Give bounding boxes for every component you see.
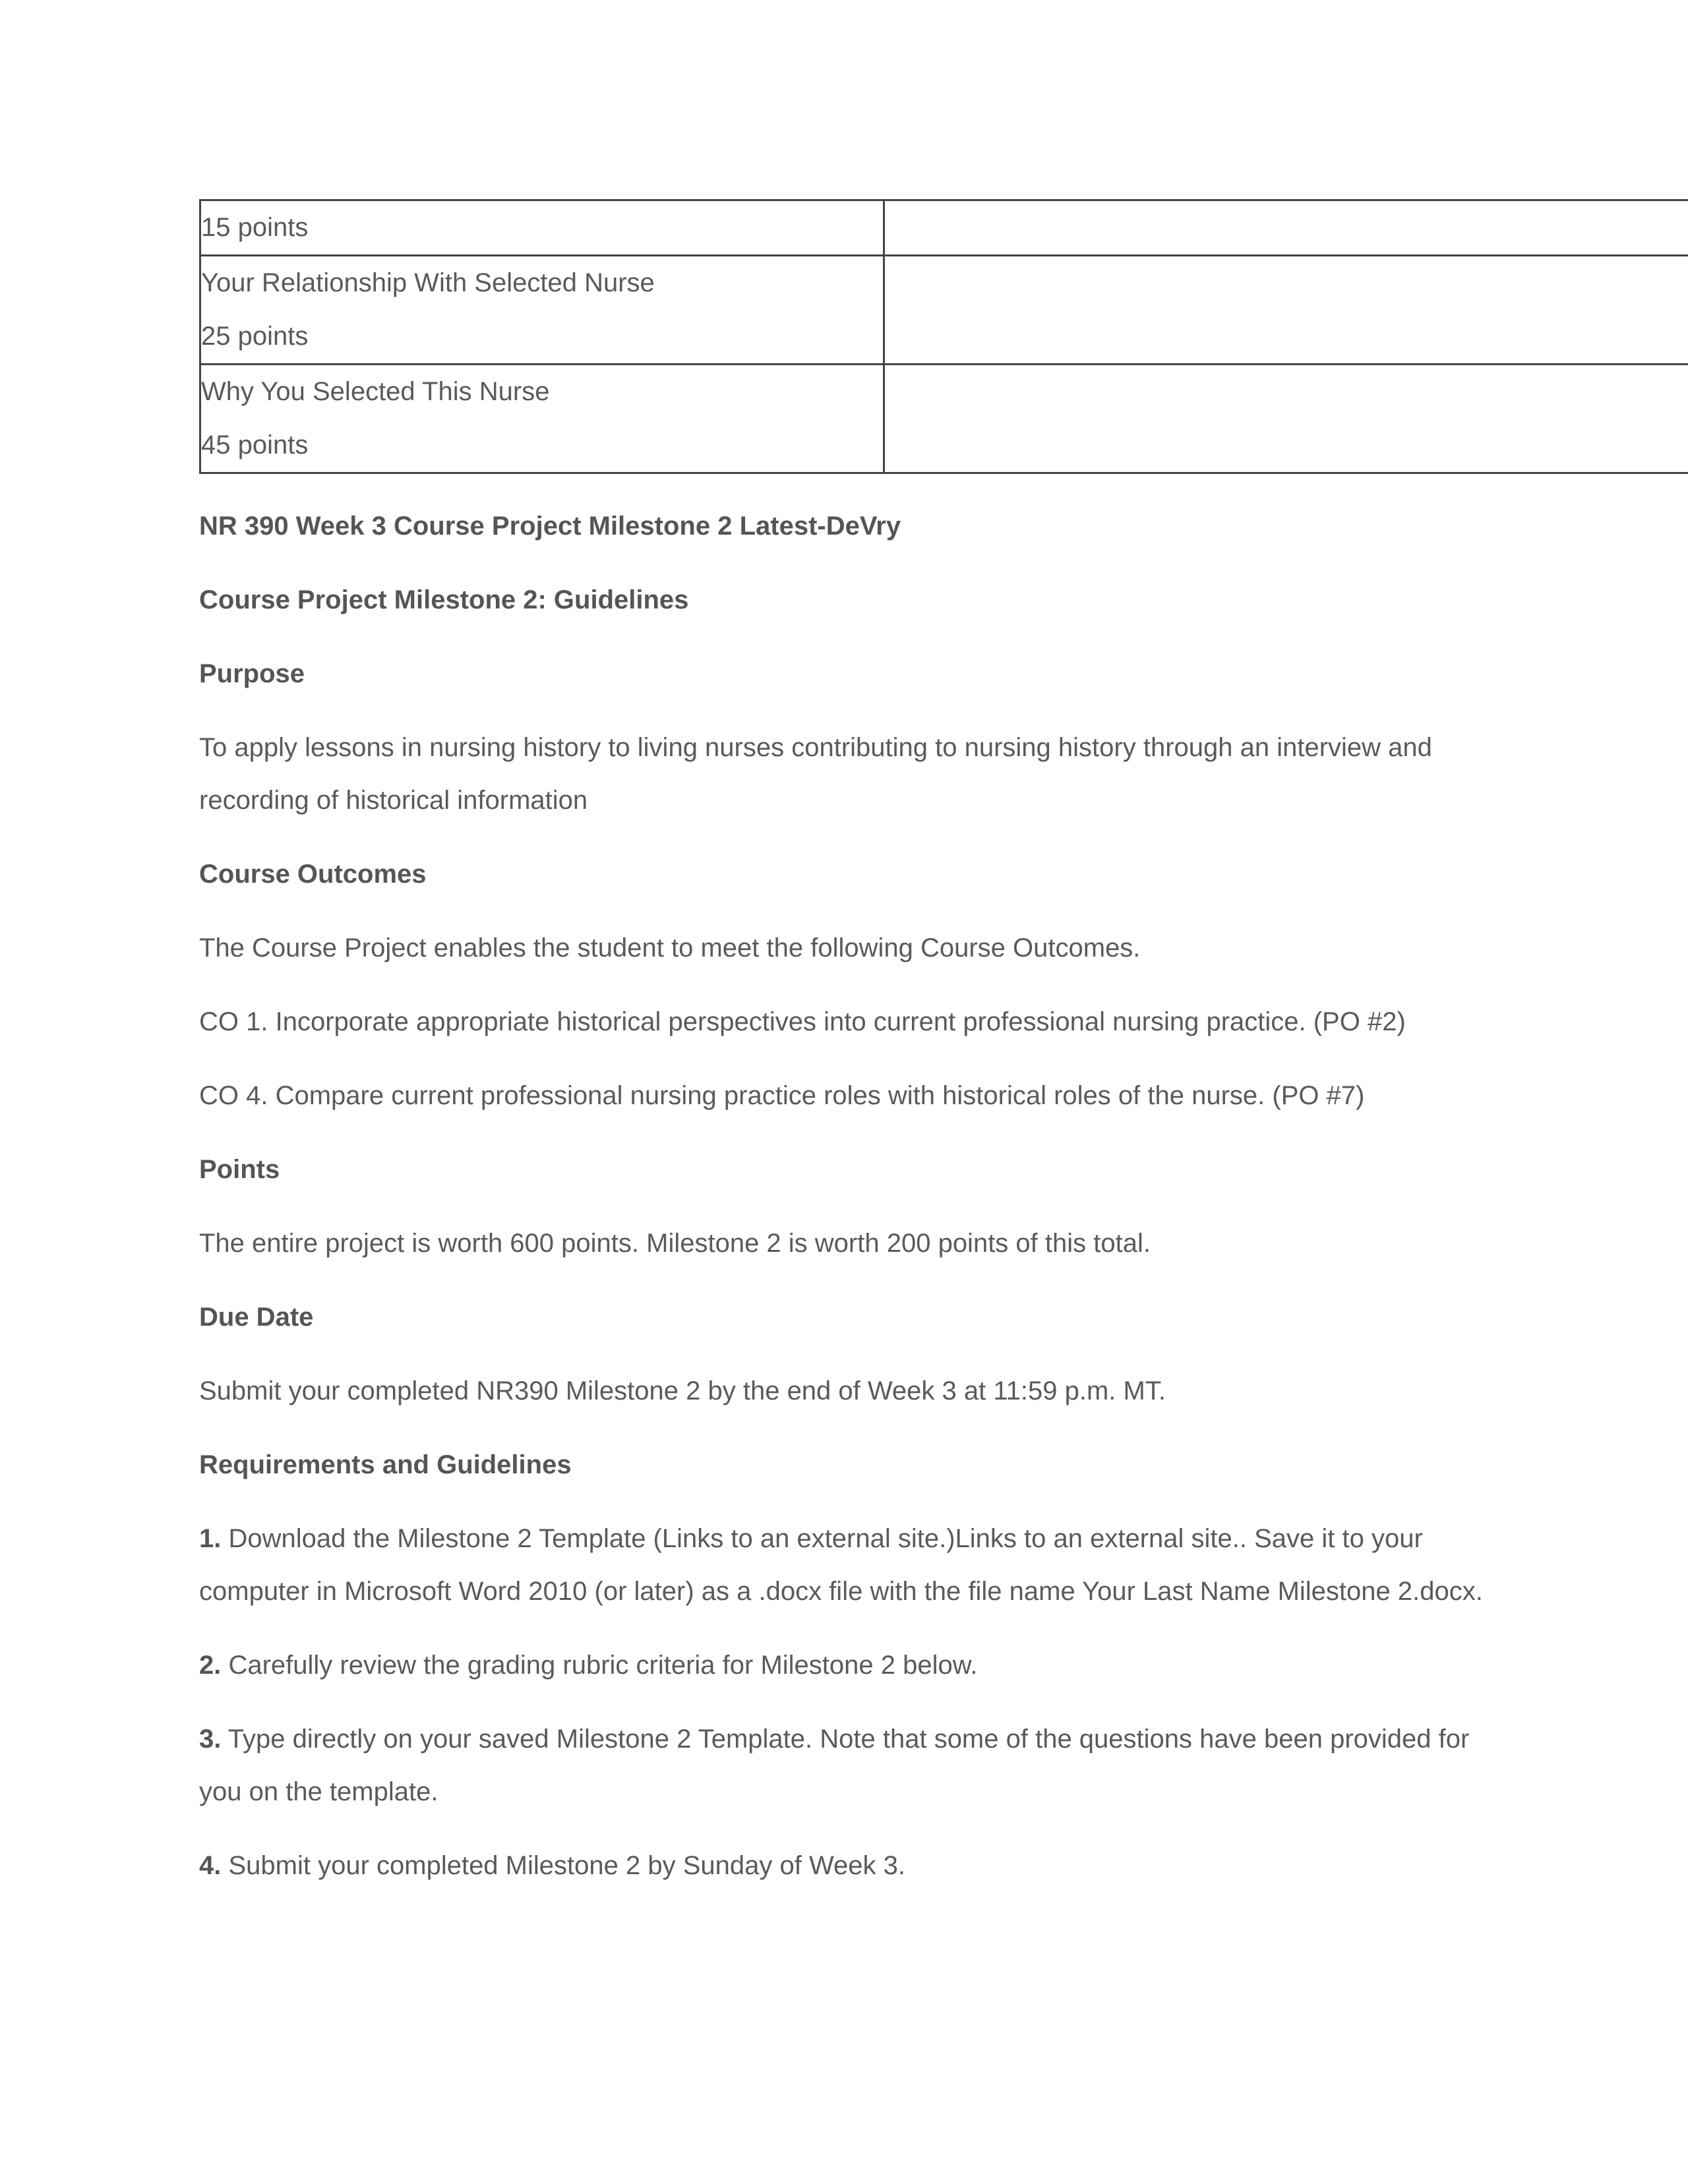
table-row xyxy=(200,365,1688,473)
rubric-criterion-cell xyxy=(200,200,884,256)
step-item xyxy=(199,1512,1492,1618)
outcomes-heading: Course Outcomes xyxy=(199,860,427,889)
step-number: 3. xyxy=(199,1725,222,1754)
rubric-points: 45 points xyxy=(201,430,309,459)
table-row xyxy=(200,200,1688,256)
step-number: 2. xyxy=(199,1651,222,1680)
document-subtitle: Course Project Milestone 2: Guidelines xyxy=(199,585,689,614)
step-number: 4. xyxy=(199,1851,222,1880)
step-item xyxy=(199,1713,1492,1818)
due-date-heading: Due Date xyxy=(199,1303,314,1332)
course-outcome-4: CO 4. Compare current professional nursing practice roles with historical roles of the nurse. (PO #7) xyxy=(199,1081,1365,1110)
requirements-heading: Requirements and Guidelines xyxy=(199,1450,572,1479)
rubric-criterion-title: Your Relationship With Selected Nurse xyxy=(201,268,655,297)
step-text: Type directly on your saved Milestone 2 Template. Note that some of the questions have been provided for you on the template. xyxy=(199,1725,1470,1806)
rubric-points: 15 points xyxy=(201,213,309,242)
due-date-text: Submit your completed NR390 Milestone 2 by the end of Week 3 at 11:59 p.m. MT. xyxy=(199,1376,1166,1405)
points-text: The entire project is worth 600 points. Milestone 2 is worth 200 points of this total. xyxy=(199,1229,1151,1258)
rubric-empty-cell xyxy=(884,256,1688,365)
rubric-points: 25 points xyxy=(201,322,309,351)
step-item xyxy=(199,1639,1492,1692)
step-text: Download the Milestone 2 Template (Links to an external site.)Links to an external site.. Save it to your computer in Microsoft Word 2010 (or later) as a .docx file with the file name Your Last Name Milestone 2.docx. xyxy=(199,1524,1483,1606)
document-title: NR 390 Week 3 Course Project Milestone 2 Latest-DeVry xyxy=(199,512,901,541)
rubric-empty-cell xyxy=(884,200,1688,256)
purpose-text: To apply lessons in nursing history to living nurses contributing to nursing history through an interview and recording of historical information xyxy=(199,733,1432,815)
outcomes-intro: The Course Project enables the student to meet the following Course Outcomes. xyxy=(199,933,1141,962)
step-item xyxy=(199,1839,1492,1892)
rubric-criterion-cell xyxy=(200,256,884,365)
document-body xyxy=(199,500,1492,1892)
purpose-heading: Purpose xyxy=(199,659,305,688)
step-number: 1. xyxy=(199,1524,222,1553)
table-row xyxy=(200,256,1688,365)
course-outcome-1: CO 1. Incorporate appropriate historical perspectives into current professional nursing practice. (PO #2) xyxy=(199,1007,1406,1036)
rubric-criterion-cell xyxy=(200,365,884,473)
step-text: Carefully review the grading rubric criteria for Milestone 2 below. xyxy=(221,1651,978,1680)
points-heading: Points xyxy=(199,1155,280,1184)
rubric-empty-cell xyxy=(884,365,1688,473)
step-text: Submit your completed Milestone 2 by Sunday of Week 3. xyxy=(221,1851,905,1880)
rubric-table xyxy=(199,199,1688,474)
rubric-criterion-title: Why You Selected This Nurse xyxy=(201,377,550,406)
